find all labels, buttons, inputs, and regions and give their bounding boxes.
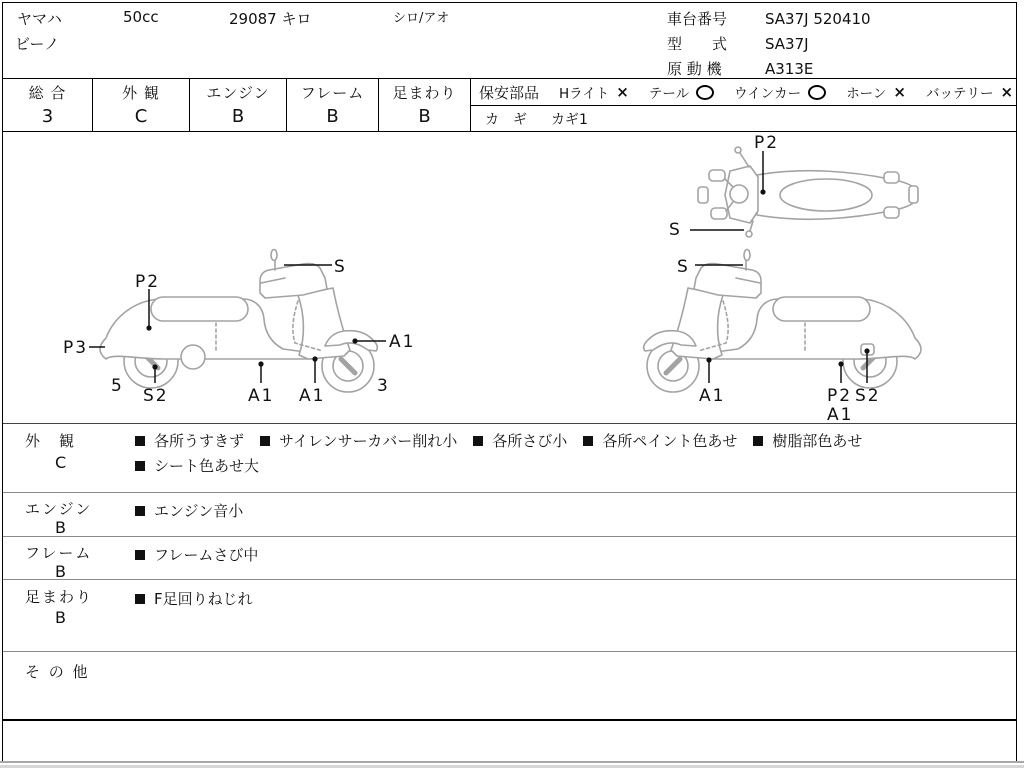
rating-grade: 3 (41, 106, 54, 127)
x-mark: × (616, 82, 629, 101)
damage-label-a1: A1 (299, 386, 326, 406)
damage-label-s: S (669, 220, 682, 240)
engine-code-label: 原 動 機 (667, 60, 722, 78)
safety-item-label: バッテリー (926, 86, 994, 102)
safety-item-winker (734, 82, 826, 102)
comment-section-label: 外 観 (25, 432, 77, 450)
rating-label: フレーム (300, 84, 365, 102)
scooter-top-view (698, 147, 918, 237)
rating-grade: B (326, 106, 339, 127)
safety-item-label: ホーン (846, 86, 887, 102)
rating-grade: B (231, 106, 245, 127)
model-code-label: 型 式 (667, 35, 728, 53)
rating-label: 総 合 (28, 84, 67, 102)
safety-parts-title: 保安部品 (479, 83, 540, 102)
comment-item: シート色あせ大 (135, 455, 259, 476)
safety-item-horn (846, 82, 906, 102)
comment-line (135, 500, 243, 521)
comment-row-other (3, 652, 1016, 719)
model-name: ビーノ (15, 35, 60, 53)
comment-item: F足回りねじれ (135, 588, 253, 609)
bullet-icon (473, 436, 483, 446)
damage-label-3: 3 (377, 376, 390, 396)
damage-label-p3: P3 (63, 338, 89, 358)
inspection-sheet (2, 2, 1017, 762)
comment-section-grade: B (55, 608, 66, 627)
header-section (3, 3, 1016, 78)
safety-parts-section (471, 79, 1016, 131)
safety-item-label: ウインカー (734, 86, 802, 102)
comment-item: エンジン音小 (135, 500, 243, 521)
damage-label-p2: P2 (754, 133, 780, 153)
damage-label-a1: A1 (248, 386, 275, 406)
comment-section-label: エンジン (25, 500, 93, 518)
damage-label-a1: A1 (389, 332, 416, 352)
displacement: 50cc (123, 8, 159, 26)
comment-item: 樹脂部色あせ (753, 430, 862, 451)
comment-row-engine (3, 493, 1016, 537)
safety-item-headlight (559, 82, 629, 102)
chassis-number-label: 車台番号 (667, 10, 728, 28)
damage-label-s2: S2 (143, 386, 169, 406)
comment-item: フレームさび中 (135, 544, 258, 565)
damage-label-p2: P2 (827, 386, 853, 406)
model-code-value: SA37J (765, 35, 809, 53)
thick-divider (3, 719, 1016, 721)
bullet-icon (135, 461, 145, 471)
engine-code-row (667, 58, 813, 79)
rating-grade: C (134, 106, 148, 127)
comment-section-grade: B (55, 562, 66, 581)
comment-row-exterior (3, 423, 1016, 493)
bullet-icon (135, 436, 145, 446)
damage-label-s2: S2 (855, 386, 881, 406)
bottom-divider-line (0, 761, 1024, 763)
comment-row-frame (3, 537, 1016, 580)
comment-item: 各所ペイント色あせ (583, 430, 737, 451)
key-row (471, 106, 1024, 132)
safety-parts-row (471, 79, 1016, 106)
bullet-icon (583, 436, 593, 446)
bullet-icon (135, 550, 145, 560)
damage-label-a1: A1 (827, 405, 854, 425)
model-code-row (667, 33, 809, 54)
comment-section-label: 足まわり (25, 588, 94, 606)
rating-cell-undercarriage (379, 79, 471, 131)
chassis-number-value: SA37J 520410 (765, 10, 871, 28)
safety-item-label: テール (648, 86, 690, 102)
damage-label-5: 5 (111, 376, 124, 396)
rating-cell-overall (3, 79, 93, 131)
key-value: カギ1 (551, 112, 588, 128)
comment-section-label: フレーム (25, 544, 93, 562)
damage-label-p2: P2 (135, 272, 161, 292)
rating-grade: B (418, 106, 431, 127)
rating-label: 足まわり (392, 84, 457, 102)
comment-line (135, 455, 259, 476)
comment-section-label: そ の 他 (25, 663, 90, 681)
comment-line (135, 588, 253, 609)
damage-diagram (3, 131, 1016, 423)
comment-line (135, 544, 258, 565)
ratings-row (3, 78, 1016, 132)
bullet-icon (135, 506, 145, 516)
rating-label: エンジン (206, 84, 270, 102)
key-label: カ ギ (485, 112, 527, 128)
comment-item: サイレンサーカバー削れ小 (260, 430, 457, 451)
chassis-number-row (667, 8, 871, 29)
engine-code-value: A313E (765, 60, 814, 78)
circle-mark (808, 85, 826, 100)
comment-section-grade: B (55, 518, 66, 537)
safety-item-tail (649, 82, 714, 102)
damage-label-s: S (677, 257, 690, 277)
rating-cell-exterior (93, 79, 190, 131)
maker-name: ヤマハ (17, 10, 62, 28)
circle-mark (696, 85, 714, 100)
bullet-icon (260, 436, 270, 446)
body-color: シロ/アオ (393, 11, 450, 26)
mileage: 29087 キロ (229, 10, 312, 28)
damage-label-a1: A1 (699, 386, 726, 406)
safety-item-label: Hライト (559, 86, 610, 102)
comment-section-grade: C (55, 453, 67, 472)
comment-line (135, 430, 862, 451)
safety-item-battery (926, 82, 1013, 102)
bullet-icon (135, 594, 145, 604)
x-mark: × (893, 82, 906, 101)
comment-row-undercarriage (3, 580, 1016, 652)
x-mark: × (1000, 82, 1014, 101)
rating-label: 外 観 (122, 84, 160, 102)
bullet-icon (753, 436, 763, 446)
rating-cell-engine (190, 79, 287, 131)
comment-item: 各所さび小 (473, 430, 567, 451)
damage-label-s: S (334, 257, 347, 277)
comment-item: 各所うすきず (135, 430, 244, 451)
rating-cell-frame (287, 79, 379, 131)
